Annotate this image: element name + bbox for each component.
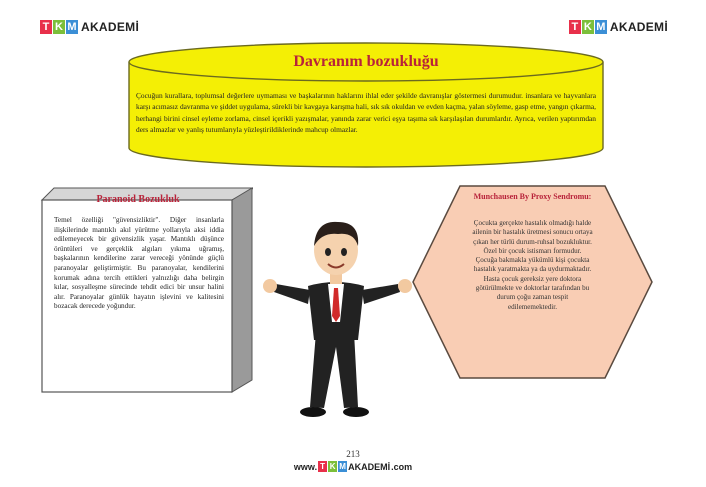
logo-letter-m: M — [67, 21, 77, 33]
munchausen-text: Çocukta gerçekte hastalık olmadığı halde ailenin bir hastalık üretmesi sonucu ortaya çıkan her türlü durum-ruhsal bozukluktur. Özel bir çocuk istismarı formudur. Çocuğa bakmakla yükümlü kişi çocukta hastalık yaratmakta ya da uydurmaktadır. Hasta çocuk gereksiz yere doktora götürülmekte ve doktorlar tarafından bu durum çoğu zaman tespit edilememektedir. — [472, 219, 593, 311]
paranoid-text: Temel özelliği "güvensizliktir". Diğer insanlarla ilişkilerinde mantıklı akıl yürütme yollarıyla aksi iddia edilemeyecek bir güvensizlik yaşar. Mantıklı düşünce örüntüleri ve gerçeklik algıları yıkıma uğramış, başkalarının kendilerine zarar vereceği yönünde güçlü paranoyalar geliştirmiştir. Bu paranoyalar, kendilerini korumak adına tercih ettikleri yalnızlığı daha belirgin kılar, sosyalleşme sürecinde tehdit edici bir unsur halini alır. Paranoyalar günlük hayatın işlevini ve kalitesini bozacak derecede yoğundur. — [54, 216, 224, 311]
conduct-disorder-card — [126, 40, 606, 170]
munchausen-card — [410, 182, 655, 382]
conduct-disorder-title: Davranım bozukluğu — [293, 53, 439, 70]
logo-letter-k: K — [582, 20, 594, 34]
logo-letter-t: T — [40, 20, 52, 34]
paranoid-disorder-card — [40, 186, 253, 394]
footer-dotcom: .com — [391, 461, 413, 472]
footer-letter-t: T — [318, 461, 327, 472]
footer-letter-m: M — [339, 462, 346, 471]
logo-letter-k: K — [53, 20, 65, 34]
logo-left — [40, 20, 139, 34]
businessman-illustration — [258, 212, 418, 427]
paranoid-title: Paranoid Bozukluk — [96, 194, 180, 205]
logo-word: AKADEMİ — [81, 20, 140, 34]
logo-word: AKADEMİ — [609, 20, 668, 34]
logo-right — [569, 20, 668, 34]
footer-akademi: AKADEMİ — [348, 461, 391, 472]
footer-website — [0, 461, 706, 472]
logo-letter-t: T — [569, 20, 581, 34]
munchausen-title: Munchausen By Proxy Sendromu: — [473, 192, 592, 201]
footer-www: www. — [293, 461, 318, 472]
conduct-disorder-text: Çocuğun kurallara, toplumsal değerlere uymaması ve başkalarının haklarını ihlal eder şekilde davranışlar göstermesi durumudur. insanlara ve hayvanlara karşı acımasız davranma ve şiddet uygulama, sürekli bir kavgaya karışma hali, sık sık okuldan ve evden kaçma, yalan söyleme, gasp etme, yangın çıkarma, herhangi birini cinsel eyleme zorlama, cinsel içerikli yazışmalar, yanında zarar verici eşya taşıma sık karşılaşılan durumlardır. Ayrıca, verilen yaptırımdan ders almazlar ve yanlış tutumlarıyla yüzleştirildiklerinde mahcup olmazlar. — [136, 91, 596, 134]
footer-letter-k: K — [329, 462, 336, 471]
logo-letter-m: M — [596, 21, 606, 33]
page-number: 213 — [346, 449, 360, 459]
